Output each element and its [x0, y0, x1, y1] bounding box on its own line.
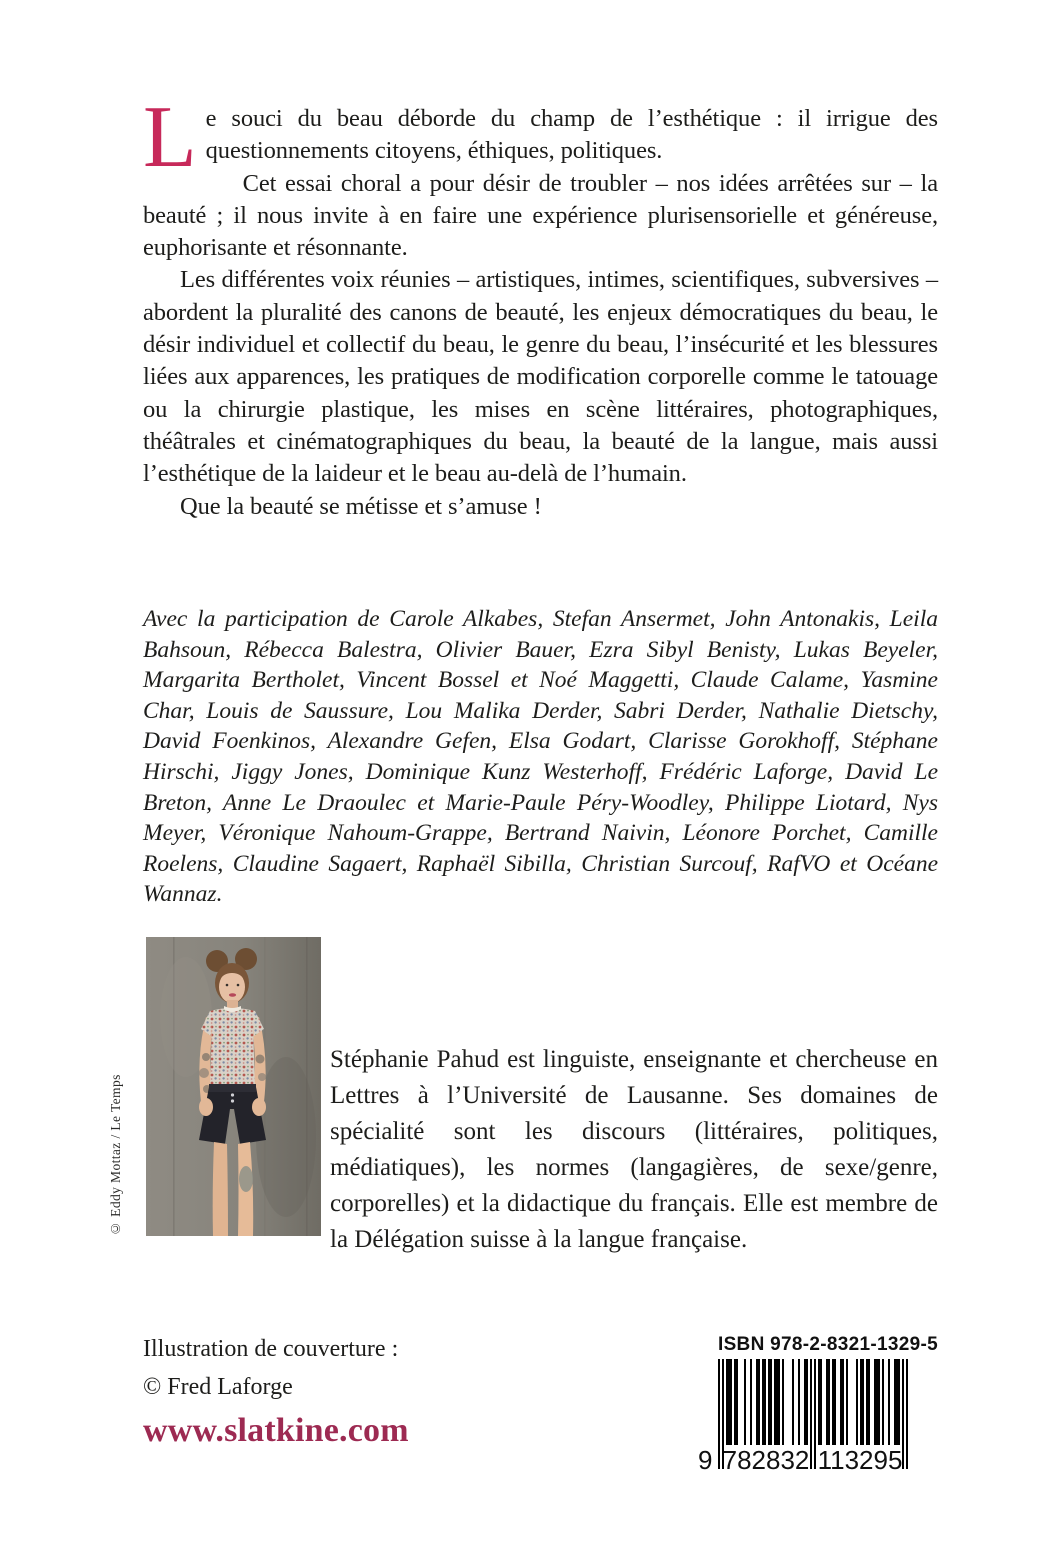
cover-illustration-credit-line2: © Fred Laforge: [143, 1374, 293, 1400]
ean13-barcode: [698, 1359, 912, 1481]
author-bio-text: Stéphanie Pahud est linguiste, enseignante et chercheuse en Lettres à l’Université de Lausanne. Ses domaines de spécialité sont les discours (littéraires, politiques, médiatiques), les normes (langagières, de sexe/genre, corporelles) et la didactique du français. Elle est membre de la Délégation suisse à la langue française.: [330, 1046, 938, 1253]
synopsis-paragraph-1-text: e souci du beau déborde du champ de l’esthétique : il irrigue des questionnements citoyens, éthiques, politiques.: [205, 105, 938, 165]
author-portrait-illustration: [146, 937, 321, 1236]
author-portrait-photo: [146, 937, 321, 1236]
contributors-text: [143, 604, 938, 910]
synopsis-paragraph-3: Les différentes voix réunies – artistiques, intimes, scientifiques, subversives – abordent la pluralité des canons de beauté, les enjeux démocratiques du beau, le désir individuel et collectif du beau, le genre du beau, l’insécurité et les blessures liées aux apparences, les pratiques de modification corporelle comme le tatouage ou la chirurgie plastique, les mises en scène littéraires, photographiques, théâtrales et cinématographiques du beau, la beauté de la langue, mais aussi l’esthétique de la laideur et le beau au-delà de l’humain.: [143, 266, 938, 488]
cover-illustration-credit: [143, 1330, 398, 1406]
isbn-barcode-block: [698, 1334, 942, 1481]
synopsis-paragraph-4: Que la beauté se métisse et s’amuse !: [180, 492, 542, 520]
cover-illustration-credit-line1: Illustration de couverture :: [143, 1336, 399, 1362]
synopsis-paragraph-2: Cet essai choral a pour désir de troubler – nos idées arrêtées sur – la beauté ; il nous invite à en faire une expérience plurisensorielle et généreuse, euphorisante et résonnante.: [143, 169, 938, 262]
isbn-label: ISBN 978-2-8321-1329-5: [718, 1334, 938, 1355]
synopsis-paragraph-1: [143, 89, 938, 186]
drop-cap: L: [143, 89, 197, 186]
ean-digit-group1: 782832: [722, 1445, 810, 1475]
website-link[interactable]: www.slatkine.com: [143, 1412, 409, 1449]
ean-digit-group2: 113295: [817, 1445, 903, 1475]
ean-digit-leading: 9: [698, 1445, 713, 1475]
photo-credit-vertical: © Eddy Mottaz / Le Temps: [108, 1074, 123, 1236]
synopsis-text: [143, 89, 938, 523]
contributors-paragraph: Avec la participation de Carole Alkabes, Stefan Ansermet, John Antonakis, Leila Bahsoun, Rébecca Balestra, Olivier Bauer, Ezra Sibyl Benisty, Lukas Beyeler, Margarita Bertholet, Vincent Bossel et Noé Maggetti, Claude Calame, Yasmine Char, Louis de Saussure, Lou Malika Derder, Sabri Derder, Nathalie Dietschy, David Foenkinos, Alexandre Gefen, Elsa Godart, Clarisse Gorokhoff, Stéphane Hirschi, Jiggy Jones, Dominique Kunz Westerhoff, Frédéric Laforge, David Le Breton, Anne Le Draoulec et Marie-Paule Péry-Woodley, Philippe Liotard, Nys Meyer, Véronique Nahoum-Grappe, Bertrand Naivin, Léonore Porchet, Camille Roelens, Claudine Sagaert, Raphaël Sibilla, Christian Surcouf, RafVO et Océane Wannaz.: [143, 606, 938, 908]
